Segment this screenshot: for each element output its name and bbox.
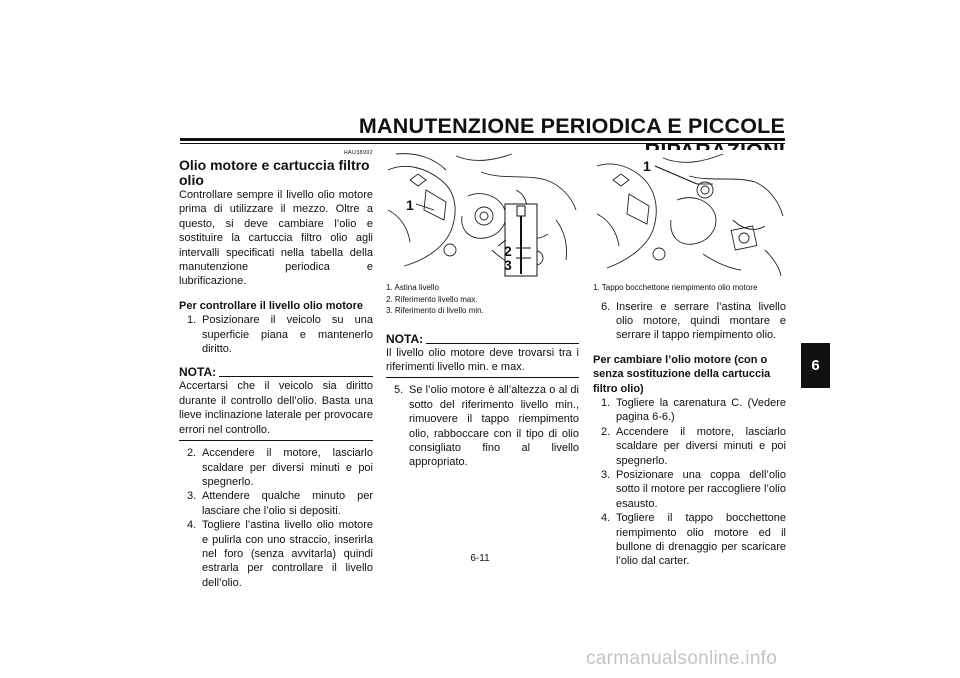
- figure-captions: [386, 282, 579, 317]
- list-item: [179, 489, 373, 518]
- intro-paragraph: Controllare sempre il livello olio motore prima di utilizzare il mezzo. Oltre a questo, si deve cambiare l’olio e sostituire la cartuccia filtro olio agli intervalli specificati nella tabella della manutenzione periodica e lubrificazione.: [179, 189, 373, 288]
- step-text: Posizionare una coppa dell’olio sotto il motore per raccogliere l’olio esausto.: [616, 468, 786, 510]
- section-title: Olio motore e cartuccia filtro olio: [179, 157, 370, 188]
- steps-list: [179, 446, 373, 590]
- caption: 2. Riferimento livello max.: [386, 294, 478, 304]
- page-number: 6-11: [470, 553, 490, 564]
- nota-end-rule: [386, 377, 579, 378]
- step-number: 6.: [601, 300, 611, 313]
- step-text: Accendere il motore, lasciarlo scaldare per diversi minuti e poi spegnerlo.: [616, 425, 786, 467]
- filler-cap-figure: [593, 150, 786, 278]
- step-number: 1.: [187, 314, 197, 327]
- nota-end-rule: [179, 440, 373, 441]
- header-rule-thin: [180, 143, 785, 144]
- step-number: 5.: [394, 384, 404, 397]
- step-number: 4.: [187, 519, 197, 532]
- check-steps-list: [179, 313, 373, 356]
- step-number: 4.: [601, 512, 611, 525]
- figure-label-2: 2: [504, 243, 512, 259]
- step-text: Accendere il motore, lasciarlo scaldare per diversi minuti e poi spegnerlo.: [202, 447, 373, 488]
- steps-list: [593, 300, 786, 343]
- list-item: [593, 300, 786, 343]
- list-item: [179, 518, 373, 590]
- list-item: [593, 511, 786, 569]
- nota-header: [386, 333, 579, 346]
- figure-label-1: 1: [643, 158, 651, 174]
- list-item: [593, 468, 786, 511]
- list-item: [179, 313, 373, 356]
- chapter-tab: 6: [801, 343, 830, 388]
- list-item: [179, 446, 373, 489]
- section-code: HAU38992: [343, 150, 373, 156]
- change-oil-heading: Per cambiare l’olio motore (con o senza sostituzione della cartuccia filtro olio): [593, 353, 771, 395]
- nota-text: Il livello olio motore deve trovarsi tra i riferimenti livello min. e max.: [386, 346, 579, 373]
- steps-list: [386, 383, 579, 469]
- nota-rule: [219, 376, 373, 377]
- list-item: [386, 383, 579, 469]
- step-number: 2.: [601, 425, 611, 438]
- caption: 1. Tappo bocchettone riempimento olio motore: [593, 283, 758, 292]
- step-text: Inserire e serrare l’astina livello olio motore, quindi montare e serrare il tappo riempimento olio.: [616, 300, 786, 342]
- step-number: 3.: [187, 490, 197, 503]
- figure-captions: [593, 282, 786, 294]
- engine-filler-cap-illustration: [593, 150, 786, 278]
- nota-header: [179, 366, 373, 379]
- check-level-heading: Per controllare il livello olio motore: [179, 299, 363, 312]
- caption: 3. Riferimento di livello min.: [386, 306, 484, 315]
- step-text: Togliere l’astina livello olio motore e pulirla con uno straccio, inserirla nel foro (senza avvitarla) quindi estrarla per controllare il livello dell’olio.: [202, 519, 373, 589]
- step-text: Attendere qualche minuto per lasciare che l’olio si depositi.: [202, 490, 373, 517]
- step-number: 3.: [601, 468, 611, 481]
- step-number: 2.: [187, 447, 197, 460]
- list-item: [593, 425, 786, 468]
- nota-rule: [426, 343, 579, 344]
- change-steps-list: [593, 396, 786, 569]
- list-item: [593, 396, 786, 425]
- nota-text: Accertarsi che il veicolo sia diritto durante il controllo dell’olio. Basta una lieve inclinazione laterale per provocare errori nel controllo.: [179, 380, 373, 436]
- left-column: [179, 150, 373, 590]
- header-rule: [180, 138, 785, 141]
- right-column: [593, 150, 786, 569]
- middle-column: [386, 150, 579, 470]
- engine-dipstick-illustration: [386, 150, 579, 278]
- step-text: Posizionare il veicolo su una superficie piana e mantenerlo diritto.: [202, 314, 373, 356]
- step-text: Togliere il tappo bocchettone riempimento olio motore ed il bullone di drenaggio per scaricare l’olio dal carter.: [616, 512, 786, 568]
- figure-label-3: 3: [504, 257, 512, 273]
- nota-label: NOTA:: [179, 365, 217, 380]
- watermark: carmanualsonline.info: [586, 648, 778, 669]
- step-number: 1.: [601, 396, 611, 409]
- step-text: Se l’olio motore è all’altezza o al di sotto del riferimento livello min., rimuovere il tappo riempimento olio, rabboccare con il tipo di olio consigliato fino al livello appropriato.: [409, 384, 579, 469]
- dipstick-figure: [386, 150, 579, 278]
- nota-label: NOTA:: [386, 331, 424, 346]
- step-text: Togliere la carenatura C. (Vedere pagina 6-6.): [616, 396, 786, 424]
- caption: 1. Astina livello: [386, 283, 439, 292]
- figure-label-1: 1: [406, 197, 414, 213]
- page-header-title: MANUTENZIONE PERIODICA E PICCOLE: [358, 114, 785, 138]
